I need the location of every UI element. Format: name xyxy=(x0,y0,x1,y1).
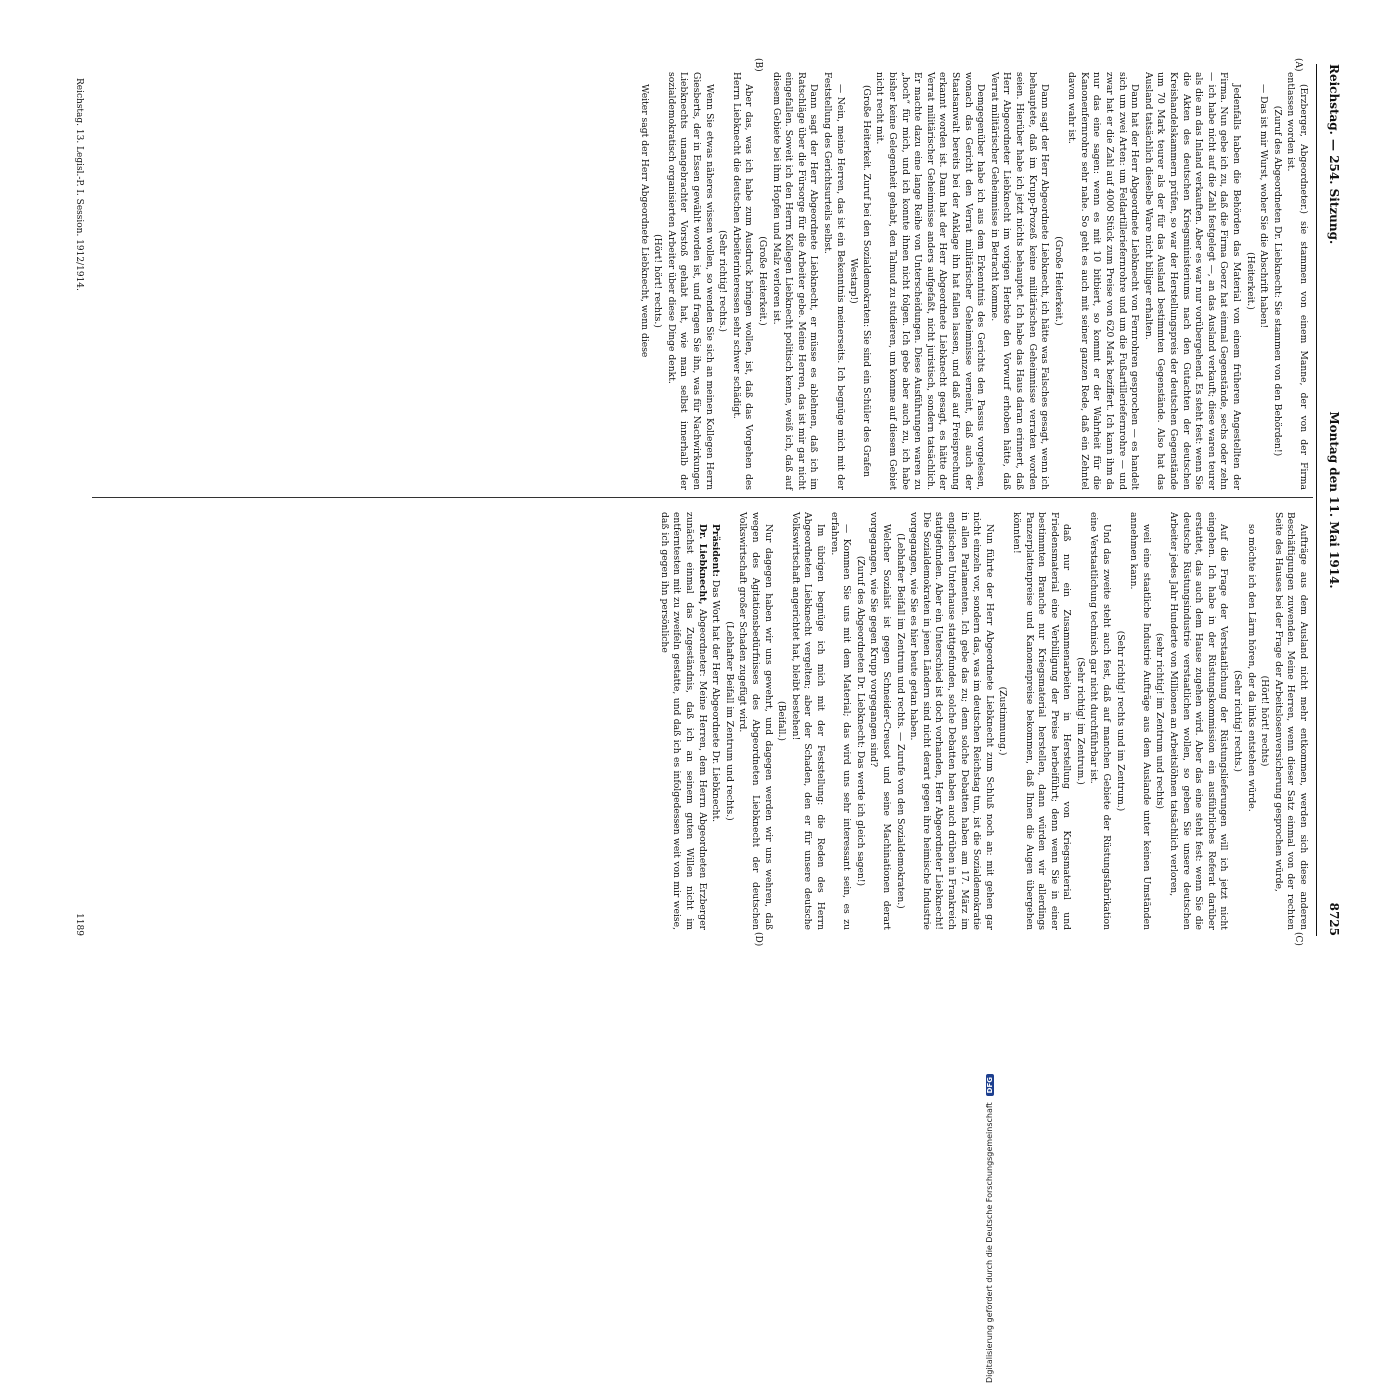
paragraph: Jedenfalls haben die Behörden das Material von einem früheren Angestellten der Firma. Nun gebe ich zu, daß die Firma Goerz hat einmal Gegenstände, sechs oder zehn — ich habe nicht auf die Zahl festgelegt —, an das Ausland verkauft; diese waren teurer als die an das Inland verkauften. Aber es war nur vorübergehend. Es steht fest: wenn Sie die Akten des deutschen Kriegsministeriums nach den Gutachten der deutschen Kreishandelskammern prüfen, so war der Herstellungspreis der deutschen Gegenstände um 70 Mark teurer als der für das Ausland bestimmten Gegenstände. Also hat das Ausland tatsächlich dieselbe Ware nicht billiger erhalten. xyxy=(1142,72,1243,490)
paragraph: so möchte ich den Lärm hören, der da links entstehen würde. xyxy=(1245,524,1257,812)
dfg-sidenote xyxy=(985,1074,994,1383)
paragraph: Demgegenüber habe ich aus dem Erkenntnis des Gerichts den Passus vorgelesen, wonach das Gericht den Verrat militärischer Geheimnisse verneint, daß auch der Staatsanwalt bereits bei der Anklage ihn hat fallen lassen, und daß auf Freisprechung erkannt worden ist. Dann hat der Herr Abgeordnete Liebknecht gesagt, es hätte der Verrat militärischer Geheimnisse anders aufgefaßt, nicht juristisch, sondern tatsächlich. Er machte dazu eine lange Reihe von Unterscheidungen. Diese Ausführungen waren zu „hoch“ für mich, und ich konnte ihnen nicht folgen. Ich gebe aber auch zu, ich habe bisher keine Gelegenheit gehabt, den Talmud zu studieren, um komme auf diesem Gebiet nicht recht mit. xyxy=(874,72,987,491)
paragraph: Wenn Sie etwas näheres wissen wollen, so wenden Sie sich an meinen Kollegen Herrn Giesberts, der in Essen gewählt worden ist, und fragen Sie ihn, was für Nachwirkungen Liebknechts unangebrachter Vorstoß gehabt hat, wie man selbst innerhalb der sozialdemokratisch organisierten Arbeiter über diese Dinge denkt. xyxy=(665,72,715,490)
interjection: (Sehr richtig! rechts.) xyxy=(717,230,729,332)
paragraph: Und das zweite steht auch fest, daß auf manchen Gebiete der Rüstungsfabrikation eine Verstaatlichung technisch gar nicht durchführbar ist. xyxy=(1088,512,1113,930)
interjection: (Zuruf des Abgeordneten Dr. Liebknecht: Das werde ich gleich sagen!) xyxy=(854,555,866,887)
paragraph: daß nur ein Zusammenarbeiten in Herstellung von Kriegsmaterial und Friedensmaterial eine Verbilligung der Preise herbeiführt; denn wenn Sie in einer bestimmten Branche nur Kriegsmaterial herstellen, dann würden wir allerdings Panzerplattenpreise und Kanonenpreise bekommen, daß Ihnen die Augen übergehen könnten! xyxy=(1010,512,1073,930)
paragraph: Welcher Sozialist ist gegen Schneider-Creusot und seine Machinationen derart vorgegangen, wie Sie gegen Krupp vorgegangen sind? xyxy=(868,512,892,930)
paragraph: Nur dagegen haben wir uns gewehrt, und dagegen werden wir uns wehren, daß wegen des Agitationsbedürfnisses des Abgeordneten Liebknecht der deutschen Volkswirtschaft großer Schaden zugefügt wird. xyxy=(737,512,774,930)
speaker-text: Abgeordneter: Meine Herren, dem Herrn Abgeordneten Erzberger zunächst einmal das Zugeständnis, daß ich an seinem guten Willen nicht im entferntesten mit zu zweifeln gestatte, und daß ich es infolgedessen weit von mir weise, daß ich gegen ihn persönliche xyxy=(658,512,708,931)
paragraph: Weiter sagt der Herr Abgeordnete Liebknecht, wenn diese xyxy=(638,84,650,358)
header-rule xyxy=(1316,64,1317,936)
interjection: (Lebhafter Beifall im Zentrum und rechts.) xyxy=(723,621,735,821)
paragraph: Nun führte der Herr Abgeordnete Liebknecht zum Schluß noch an: mit gehen gar nicht einzeln vor, sondern das, was im deutschen Reichstag tun, ist die Sozialdemokratie in allen Parlamenten. Ich gebe das zu; denn solche Debatten haben am 17. März im englischen Unterhause stattgefunden, solche Debatten haben auch drüben in Frankreich stattgefunden. Aber ein Unterschied ist doch vorhanden, Herr Abgeordneter Liebknecht! Die Sozialdemokraten in jenen Ländern sind nicht derart gegen ihre heimische Industrie vorgegangen, wie Sie es hier heute getan haben. xyxy=(908,512,995,930)
speaker-name: Präsident: xyxy=(710,524,722,577)
header-center: Montag den 11. Mai 1914. xyxy=(1327,411,1341,589)
paragraph: Dann sagt der Herr Abgeordnete Liebknecht, er müsse es ablehnen, daß ich im Ratschläge über die Fürsorge für die Arbeiter gebe. Meine Herren, das ist mir gar nicht eingefallen. Soweit ich den Herrn Kollegen Liebknecht politisch kenne, weiß ich, daß auf diesem Gebiete bei ihm Hopfen und Malz verloren ist. xyxy=(770,72,820,490)
dfg-logo: DFG xyxy=(986,1074,994,1096)
paragraph: Aber das, was ich habe zum Ausdruck bringen wollen, ist, daß das Vorgehen des Herrn Liebknecht die deutschen Arbeiterinteressen sehr schwer schädigt. xyxy=(730,72,755,490)
paragraph: Dann hat der Herr Abgeordnete Liebknecht von Fernrohren gesprochen — es handelt sich um zwei Arten: um Feldartilleriefernrohre und um die Fußartilleriefernrohre — und zwar hat er die Zahl auf 4000 Stück zum Preise von 620 Mark beziffert. Ich kann ihm da nur das eine sagen: wenn es mit 10 bitbiert, so kommt er der Wahrheit für die Kanonenfernrohre sehr nahe. So geht es auch mit seiner ganzen Rede, daß ein Zehntel davon wahr ist. xyxy=(1066,72,1141,490)
speaker-text: Das Wort hat der Herr Abgeordnete Dr. Liebknecht. xyxy=(710,579,722,823)
interjection: (Lebhafter Beifall im Zentrum und rechts. — Zurufe von den Sozialdemokraten.) xyxy=(894,533,906,909)
speaker-paragraph xyxy=(657,512,707,930)
speaker-name: Dr. Liebknecht, xyxy=(696,524,708,605)
paragraph: Auf die Frage der Verstaatlichung der Rüstungslieferungen will ich jetzt nicht eingehen. Ich habe in der Rüstungskommission ein ausführliches Referat darüber erstattet, das auch dem Hause zugehen wird. Aber das eine steht fest: wenn Sie die deutsche Rüstungsindustrie verstaatlichen wollen, so geben Sie unsere deutschen Arbeiter jedes Jahr Hunderte von Millionen an Arbeitslöhnen tatsächlich verloren, xyxy=(1168,512,1230,930)
page-number-bottom: 1189 xyxy=(74,913,84,936)
interjection: (Große Heiterkeit.) xyxy=(757,236,769,326)
paragraph: Im übrigen begnüge ich mich mit der Feststellung: die Reden des Herrn Abgeordneten Liebknecht vergelten; aber der Schaden, den er für unsere deutsche Volkswirtschaft angerichtet hat, bleibt bestehen! xyxy=(789,512,827,930)
interjection: (sehr richtig! im Zentrum und rechts) xyxy=(1154,633,1166,809)
paragraph: Dann sagt der Herr Abgeordnete Liebknecht, ich hätte was Falsches gesagt, wenn ich behauptete, daß im Krupp-Prozeß keine militärischen Geheimnisse verraten worden seien. Hierüber habe ich jetzt nichts behauptet. Ich habe das Haus daran erinnert, daß Herr Abgeordneter Liebknecht im vorigen Herbste den Vorwurf erhoben hätte, daß Verrat militärischer Geheimnisse in Betracht komme. xyxy=(988,72,1051,490)
interjection: (Zustimmung.) xyxy=(997,686,1009,756)
interjection: (Sehr richtig! rechts und im Zentrum.) xyxy=(1114,630,1126,812)
margin-marker-a: (A) xyxy=(1293,58,1303,72)
paragraph: — Das ist mir Wurst, woher Sie die Abschrift haben! xyxy=(1258,84,1270,329)
interjection: (Heiterkeit.) xyxy=(1244,252,1256,310)
interjection: (Sehr richtig! im Zentrum.) xyxy=(1074,657,1086,785)
paragraph: (Erzberger, Abgeordneter.) sie stammen von einem Manne, der von der Firma entlassen worden ist. xyxy=(1285,72,1309,490)
interjection: (Hört! hört! rechts.) xyxy=(652,234,664,328)
interjection: (Beifall.) xyxy=(776,701,788,741)
margin-marker-d: (D) xyxy=(753,932,763,947)
page-header xyxy=(1319,64,1341,936)
speaker-paragraph xyxy=(709,512,722,930)
footer-left: Reichstag. 13. Legisl.-P. I. Session. 1912/1914. xyxy=(74,78,84,291)
sidenote-text: Digitalisierung gefördert durch die Deutsche Forschungsgemeinschaft xyxy=(985,1102,994,1383)
interjection: (Große Heiterkeit. Zuruf bei den Sozialdemokraten: Sie sind ein Schüler des Grafen Westarp!) xyxy=(848,84,872,478)
interjection: (Sehr richtig! rechts.) xyxy=(1232,670,1244,772)
interjection: (Große Heiterkeit.) xyxy=(1052,236,1064,326)
paragraph: — Nein, meine Herren, das ist ein Bekenntnis meinerseits. Ich begnüge mich mit der Feststellung des Gerichtsurteils selbst. xyxy=(822,72,846,490)
right-column xyxy=(656,512,1309,930)
column-divider xyxy=(92,497,1313,498)
paragraph: Aufträge aus dem Ausland nicht mehr entkommen, werden sich diese anderen Beschäftigungen zuwenden. Meine Herren, wenn dieser Satz einmal von der rechten Seite des Hauses bei der Frage der Arbeitslosenversicherung gesprochen würde, xyxy=(1272,512,1309,930)
margin-marker-b: (B) xyxy=(753,58,763,72)
header-left: Reichstag. — 254. Sitzung. xyxy=(1327,64,1341,245)
page-number-top: 8725 xyxy=(1327,902,1341,936)
interjection: (Zuruf des Abgeordneten Dr. Liebknecht: Sie stammen von den Behörden!) xyxy=(1271,105,1283,457)
interjection: (Hört! hört! rechts) xyxy=(1259,675,1271,767)
left-column xyxy=(636,72,1309,490)
margin-marker-c: (C) xyxy=(1293,932,1303,946)
paragraph: weil eine staatliche Industrie Aufträge aus dem Auslande unter keinen Umständen annehmen kann. xyxy=(1128,512,1152,930)
paragraph: — Kommen Sie uns mit dem Material; das wird uns sehr interessant sein, es zu erfahren. xyxy=(828,512,853,930)
